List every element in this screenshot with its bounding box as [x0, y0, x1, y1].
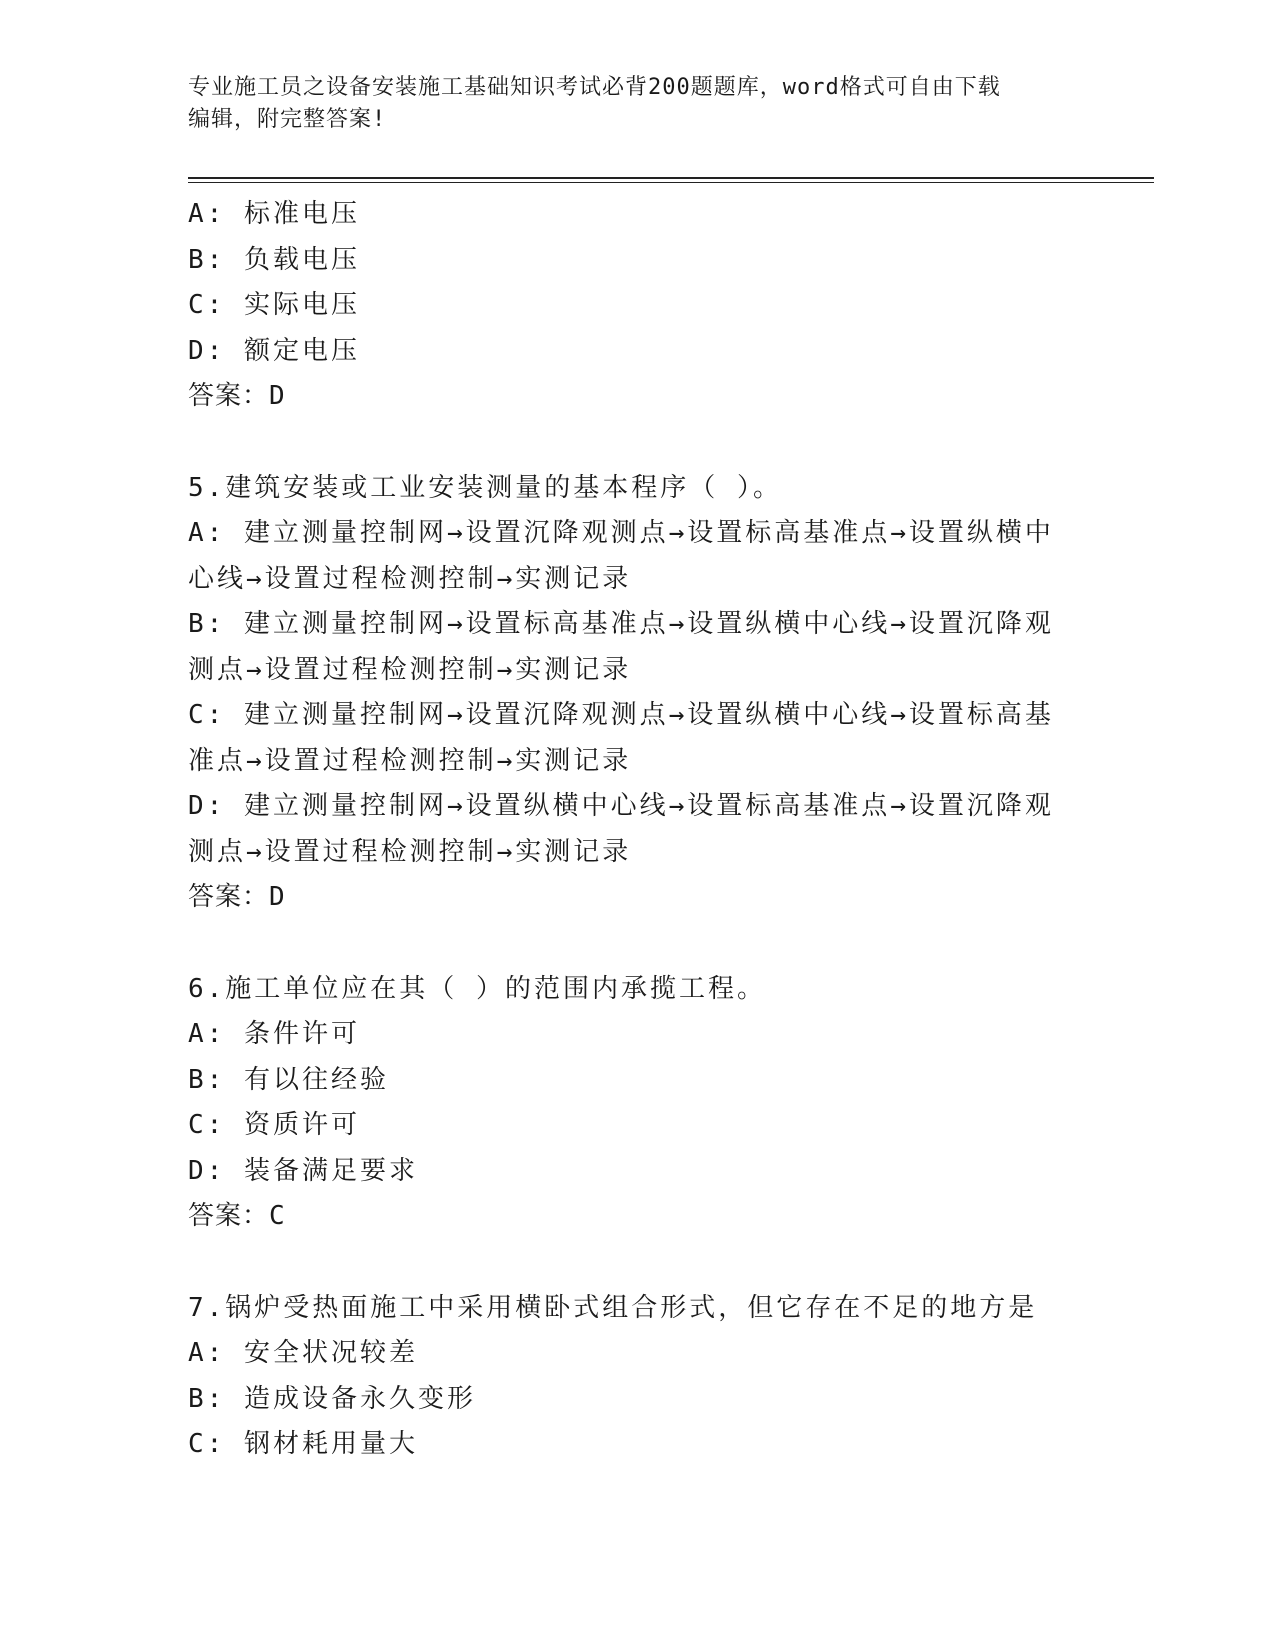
- question-6: [188, 967, 1088, 1240]
- option-a: A: 条件许可: [188, 1019, 360, 1049]
- answer: 答案：D: [188, 381, 286, 411]
- option-a-line-2: 心线→设置过程检测控制→实测记录: [188, 563, 632, 594]
- option-b-line-1: B: 建立测量控制网→设置标高基准点→设置纵横中心线→设置沉降观: [188, 609, 1054, 639]
- option-c-line-1: C: 建立测量控制网→设置沉降观测点→设置纵横中心线→设置标高基: [188, 700, 1054, 730]
- option-b: B: 有以往经验: [188, 1064, 389, 1095]
- option-a: A: 安全状况较差: [188, 1338, 418, 1368]
- option-b: B: 造成设备永久变形: [188, 1383, 476, 1414]
- question-text: 6.施工单位应在其（ ）的范围内承揽工程。: [188, 973, 766, 1004]
- document-header: [188, 72, 1078, 136]
- option-d-line-1: D: 建立测量控制网→设置纵横中心线→设置标高基准点→设置沉降观: [188, 791, 1054, 821]
- option-b: B: 负载电压: [188, 244, 360, 275]
- question-text: 5.建筑安装或工业安装测量的基本程序（ ）。: [188, 472, 782, 503]
- option-c: C: 资质许可: [188, 1110, 360, 1140]
- header-rule-thick: [188, 177, 1154, 179]
- question-4: [188, 192, 1088, 420]
- option-c: C: 实际电压: [188, 290, 360, 320]
- option-a: A: 标准电压: [188, 199, 360, 229]
- question-7: [188, 1286, 1088, 1468]
- option-d: D: 额定电压: [188, 335, 360, 366]
- option-d: D: 装备满足要求: [188, 1155, 418, 1186]
- header-line-1: 专业施工员之设备安装施工基础知识考试必背200题题库，word格式可自由下载: [188, 75, 1001, 100]
- option-b-line-2: 测点→设置过程检测控制→实测记录: [188, 654, 632, 685]
- question-text: 7.锅炉受热面施工中采用横卧式组合形式，但它存在不足的地方是: [188, 1292, 1038, 1323]
- option-c: C: 钢材耗用量大: [188, 1429, 418, 1459]
- question-content: [188, 192, 1088, 1468]
- option-c-line-2: 准点→设置过程检测控制→实测记录: [188, 745, 632, 776]
- answer: 答案：C: [188, 1201, 286, 1231]
- option-d-line-2: 测点→设置过程检测控制→实测记录: [188, 836, 632, 867]
- answer: 答案：D: [188, 882, 286, 912]
- header-line-2: 编辑，附完整答案!: [188, 107, 387, 132]
- header-rule-thin: [188, 182, 1154, 183]
- question-5: [188, 466, 1088, 921]
- option-a-line-1: A: 建立测量控制网→设置沉降观测点→设置标高基准点→设置纵横中: [188, 518, 1054, 548]
